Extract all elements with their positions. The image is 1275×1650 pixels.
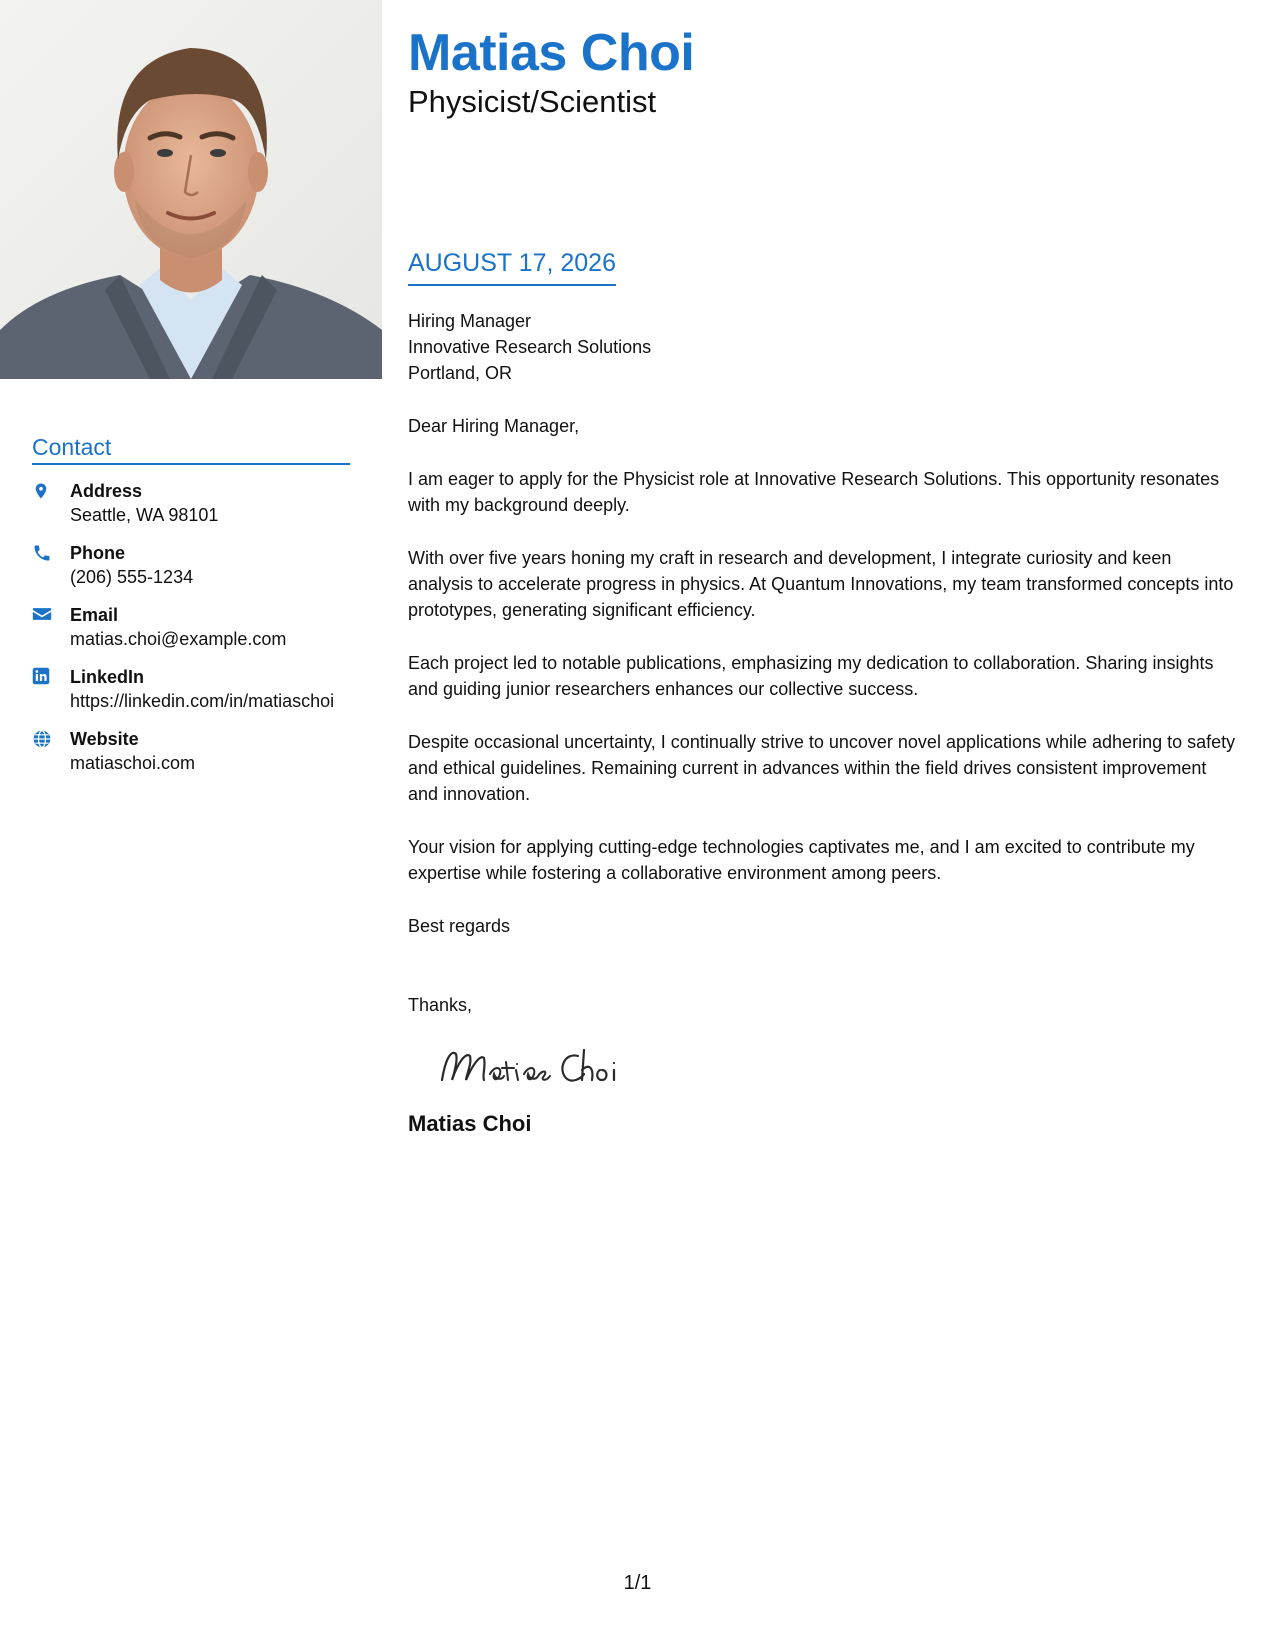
- phone-label: Phone: [70, 543, 126, 564]
- address-label: Address: [70, 481, 143, 502]
- signed-name: Matias Choi: [408, 1111, 532, 1136]
- letter-body: [408, 413, 1240, 1018]
- letter-main: [408, 22, 1240, 1138]
- email-icon: [32, 603, 70, 623]
- contact-heading: Contact: [32, 434, 350, 465]
- contact-item-email: [32, 603, 350, 651]
- contact-item-phone: [32, 541, 350, 589]
- salutation: Dear Hiring Manager,: [408, 416, 580, 436]
- contact-item-address: [32, 479, 350, 527]
- date-block: [408, 248, 616, 286]
- contact-section: [32, 434, 350, 789]
- location-pin-icon: [32, 479, 70, 501]
- linkedin-label: LinkedIn: [70, 667, 145, 688]
- website-label: Website: [70, 729, 139, 750]
- linkedin-icon: [32, 665, 70, 685]
- linkedin-value[interactable]: https://linkedin.com/in/matiaschoi: [70, 691, 335, 712]
- paragraph-1: I am eager to apply for the Physicist role at Innovative Research Solutions. This opportunity resonates with my background deeply.: [408, 469, 1220, 515]
- email-value[interactable]: matias.choi@example.com: [70, 629, 287, 650]
- paragraph-4: Despite occasional uncertainty, I continually strive to uncover novel applications while adhering to safety and ethical guidelines. Remaining current in advances within the field drives consistent improvement and innovation.: [408, 732, 1236, 804]
- phone-icon: [32, 541, 70, 563]
- applicant-title: Physicist/Scientist: [408, 84, 657, 119]
- paragraph-2: With over five years honing my craft in research and development, I integrate curiosity and keen analysis to accelerate progress in physics. At Quantum Innovations, my team transformed concepts into prototypes, generating significant efficiency.: [408, 548, 1234, 620]
- recipient-block: [408, 308, 1240, 386]
- page-number: 1/1: [623, 1572, 652, 1594]
- closing: Best regards: [408, 916, 511, 936]
- email-label: Email: [70, 605, 119, 626]
- applicant-name: Matias Choi: [408, 24, 695, 82]
- contact-item-linkedin: [32, 665, 350, 713]
- thanks: Thanks,: [408, 995, 473, 1015]
- paragraph-5: Your vision for applying cutting-edge technologies captivates me, and I am excited to contribute my expertise while fostering a collaborative environment among peers.: [408, 837, 1195, 883]
- contact-item-website: [32, 727, 350, 775]
- profile-photo: [0, 0, 382, 379]
- recipient-line-company: Innovative Research Solutions: [408, 337, 652, 357]
- portrait-illustration: [0, 0, 382, 379]
- address-value: Seattle, WA 98101: [70, 505, 219, 526]
- globe-icon: [32, 727, 70, 749]
- recipient-line-location: Portland, OR: [408, 363, 513, 383]
- website-value[interactable]: matiaschoi.com: [70, 753, 196, 774]
- recipient-line-title: Hiring Manager: [408, 311, 532, 331]
- handwritten-signature: [438, 1036, 1240, 1096]
- phone-value[interactable]: (206) 555-1234: [70, 567, 194, 588]
- letter-date: AUGUST 17, 2026: [408, 248, 616, 286]
- paragraph-3: Each project led to notable publications, emphasizing my dedication to collaboration. Sharing insights and guiding junior researchers enhances our collective success.: [408, 653, 1214, 699]
